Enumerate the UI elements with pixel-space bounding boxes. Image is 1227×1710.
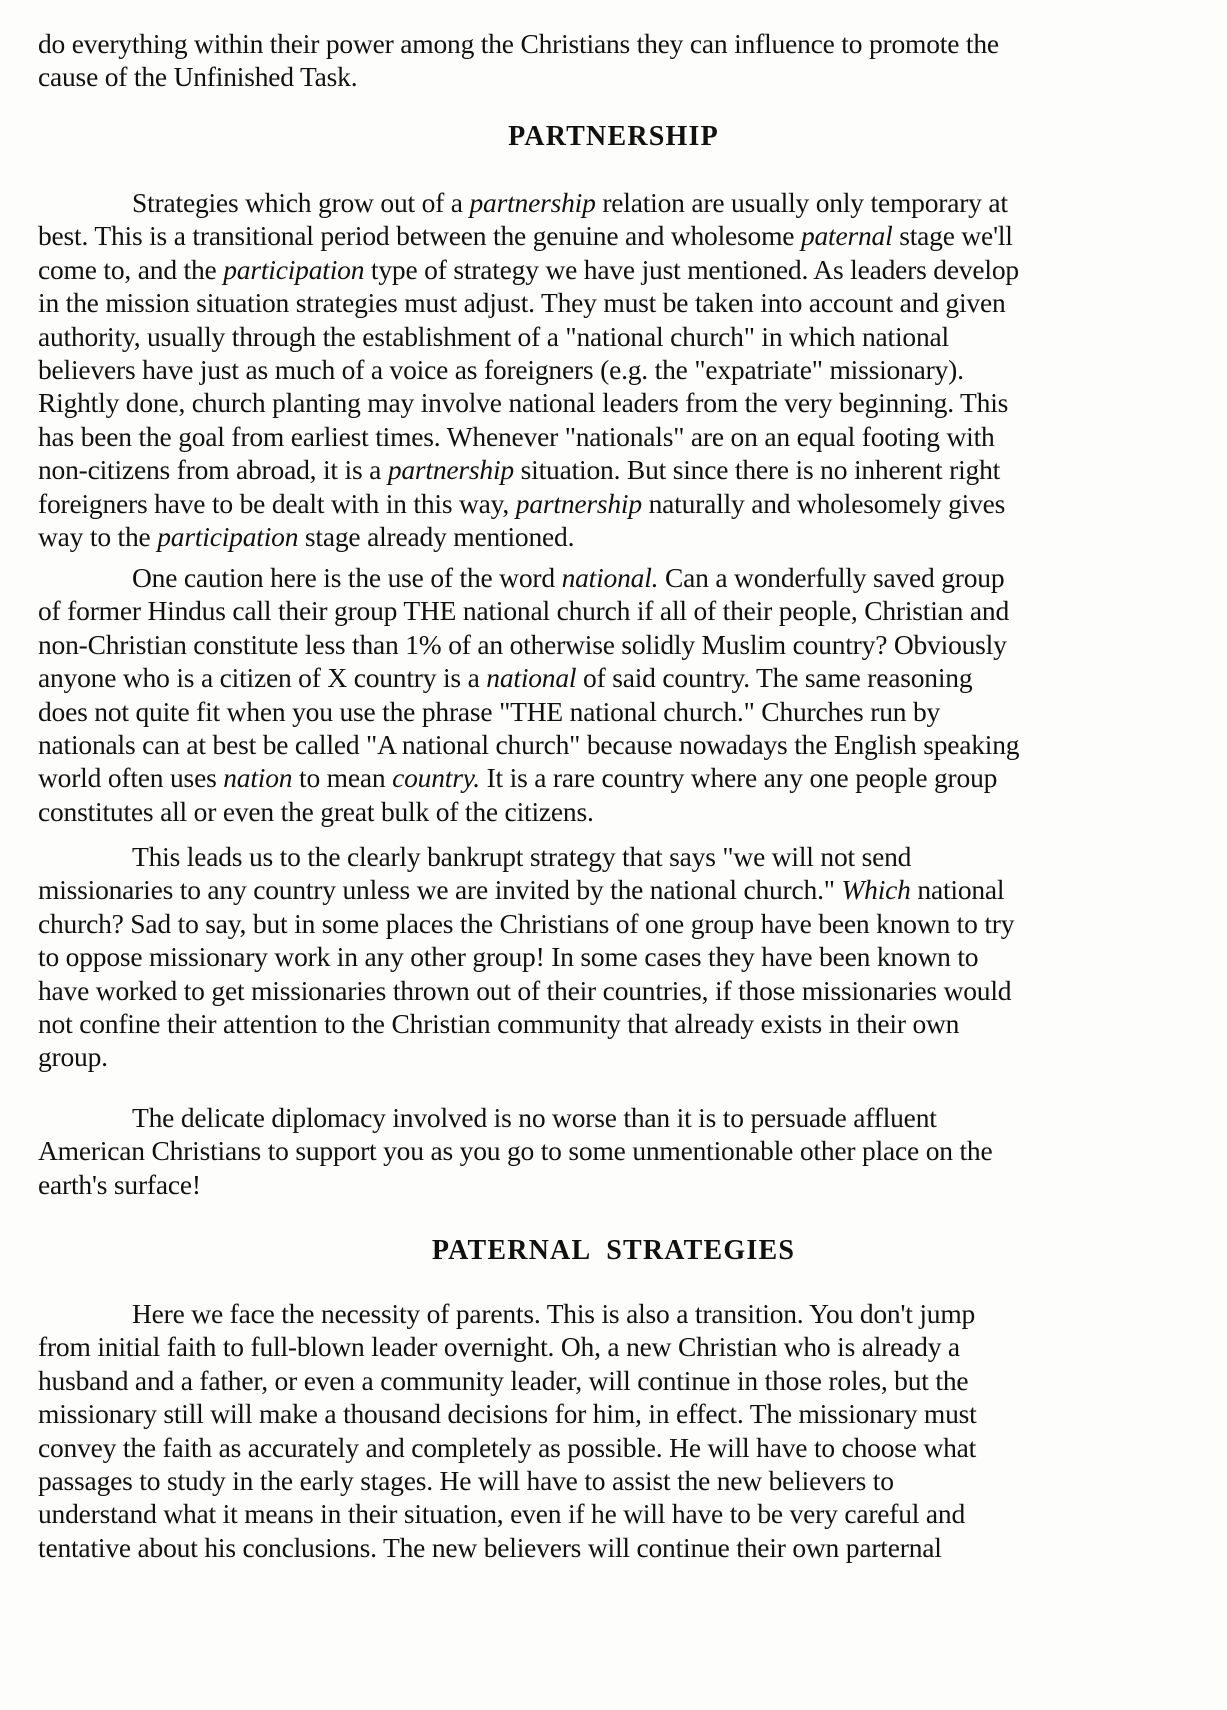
- text-run: anyone who is a citizen of X country is a: [38, 662, 487, 694]
- emphasis-text: partnership: [515, 487, 642, 519]
- emphasis-text: participation: [223, 253, 365, 285]
- partnership-paragraph-1: [38, 186, 1198, 553]
- emphasis-text: nation: [223, 762, 293, 794]
- text-line: constitutes all or even the great bulk of the citizens.: [38, 795, 594, 827]
- text-line: convey the faith as accurately and completely as possible. He will have to choose what: [38, 1431, 977, 1463]
- text-line: from initial faith to full-blown leader overnight. Oh, a new Christian who is already a: [38, 1331, 960, 1363]
- section-heading-partnership: PARTNERSHIP: [508, 121, 719, 152]
- text-line: [38, 186, 1198, 219]
- emphasis-text: partnership: [387, 454, 514, 486]
- text-run: foreigners have to be dealt with in this way,: [38, 487, 516, 519]
- partnership-paragraph-3: [38, 840, 1198, 1074]
- text-line: [38, 873, 1198, 906]
- text-line: husband and a father, or even a community leader, will continue in those roles, but the: [38, 1364, 969, 1396]
- text-line: [38, 487, 1198, 520]
- partnership-paragraph-2: [38, 561, 1198, 828]
- text-run: Can a wonderfully saved group: [658, 562, 1005, 593]
- text-run: missionaries to any country unless we are invited by the national church.": [38, 874, 842, 906]
- text-line: [38, 561, 1198, 594]
- text-line: American Christians to support you as you go to some unmentionable other place on the: [38, 1135, 993, 1167]
- text-line: understand what it means in their situation, even if he will have to be very careful and: [38, 1498, 966, 1530]
- text-line: Here we face the necessity of parents. This is also a transition. You don't jump: [132, 1298, 976, 1329]
- text-line: [38, 219, 1198, 252]
- emphasis-text: participation: [157, 521, 299, 553]
- emphasis-text: country.: [392, 762, 480, 794]
- text-line: believers have just as much of a voice as foreigners (e.g. the "expatriate" missionary).: [38, 354, 964, 386]
- text-line: does not quite fit when you use the phrase "THE national church." Churches run by: [38, 695, 941, 727]
- emphasis-text: Which: [841, 874, 911, 906]
- text-line: [38, 520, 1198, 553]
- text-line: missionary still will make a thousand decisions for him, in effect. The missionary must: [38, 1398, 977, 1430]
- text-line: passages to study in the early stages. He will have to assist the new believers to: [38, 1465, 894, 1497]
- text-run: type of strategy we have just mentioned. As leaders develop: [364, 253, 1019, 285]
- partnership-paragraph-4: [38, 1101, 1198, 1201]
- text-line: have worked to get missionaries thrown out of their countries, if those missionaries would: [38, 974, 1012, 1006]
- emphasis-text: paternal: [800, 220, 893, 252]
- text-line: group.: [38, 1041, 108, 1073]
- text-line: to oppose missionary work in any other group! In some cases they have been known to: [38, 941, 979, 973]
- text-run: Strategies which grow out of a: [132, 187, 470, 218]
- text-run: national: [910, 874, 1005, 906]
- text-line: [38, 453, 1198, 486]
- text-run: stage already mentioned.: [298, 521, 575, 553]
- section-heading-paternal-strategies: PATERNAL STRATEGIES: [431, 1235, 796, 1266]
- emphasis-text: national: [486, 662, 577, 694]
- text-line: has been the goal from earliest times. Whenever "nationals" are on an equal footing with: [38, 420, 995, 452]
- text-run: stage we'll: [892, 220, 1013, 252]
- text-run: best. This is a transitional period between the genuine and wholesome: [38, 220, 801, 252]
- text-line: The delicate diplomacy involved is no worse than it is to persuade affluent: [132, 1102, 937, 1133]
- text-line: authority, usually through the establishment of a "national church" in which national: [38, 320, 949, 352]
- text-run: naturally and wholesomely gives: [641, 487, 1006, 519]
- text-line: earth's surface!: [38, 1168, 201, 1200]
- emphasis-text: partnership: [469, 187, 596, 218]
- text-line: [38, 761, 1198, 794]
- text-line: [38, 661, 1198, 694]
- text-run: to mean: [292, 762, 393, 794]
- text-line: do everything within their power among the Christians they can influence to promote the: [38, 28, 999, 59]
- paternal-paragraph-1: [38, 1297, 1198, 1564]
- text-run: way to the: [38, 521, 158, 553]
- text-line: tentative about his conclusions. The new believers will continue their own parternal: [38, 1531, 942, 1563]
- text-line: nationals can at best be called "A national church" because nowadays the English speaking: [38, 729, 1020, 761]
- emphasis-text: national.: [561, 562, 659, 593]
- text-line: church? Sad to say, but in some places the Christians of one group have been known to try: [38, 907, 1015, 939]
- text-run: It is a rare country where any one people group: [479, 762, 998, 794]
- text-line: not confine their attention to the Christian community that already exists in their own: [38, 1008, 960, 1040]
- text-line: of former Hindus call their group THE national church if all of their people, Christian and: [38, 595, 1010, 627]
- text-line: [38, 253, 1198, 286]
- text-run: relation are usually only temporary at: [595, 187, 1008, 218]
- intro-paragraph: [38, 27, 1198, 94]
- text-run: situation. But since there is no inherent right: [513, 454, 1001, 486]
- text-line: cause of the Unfinished Task.: [38, 61, 358, 93]
- text-run: come to, and the: [38, 253, 224, 285]
- text-line: This leads us to the clearly bankrupt strategy that says "we will not send: [132, 841, 912, 872]
- text-run: One caution here is the use of the word: [132, 562, 562, 593]
- text-line: Rightly done, church planting may involve national leaders from the very beginning. This: [38, 387, 1009, 419]
- text-run: world often uses: [38, 762, 224, 794]
- text-run: of said country. The same reasoning: [576, 662, 973, 694]
- text-line: in the mission situation strategies must adjust. They must be taken into account and given: [38, 287, 1006, 319]
- text-run: non-citizens from abroad, it is a: [38, 454, 388, 486]
- text-line: non-Christian constitute less than 1% of an otherwise solidly Muslim country? Obviously: [38, 628, 1007, 660]
